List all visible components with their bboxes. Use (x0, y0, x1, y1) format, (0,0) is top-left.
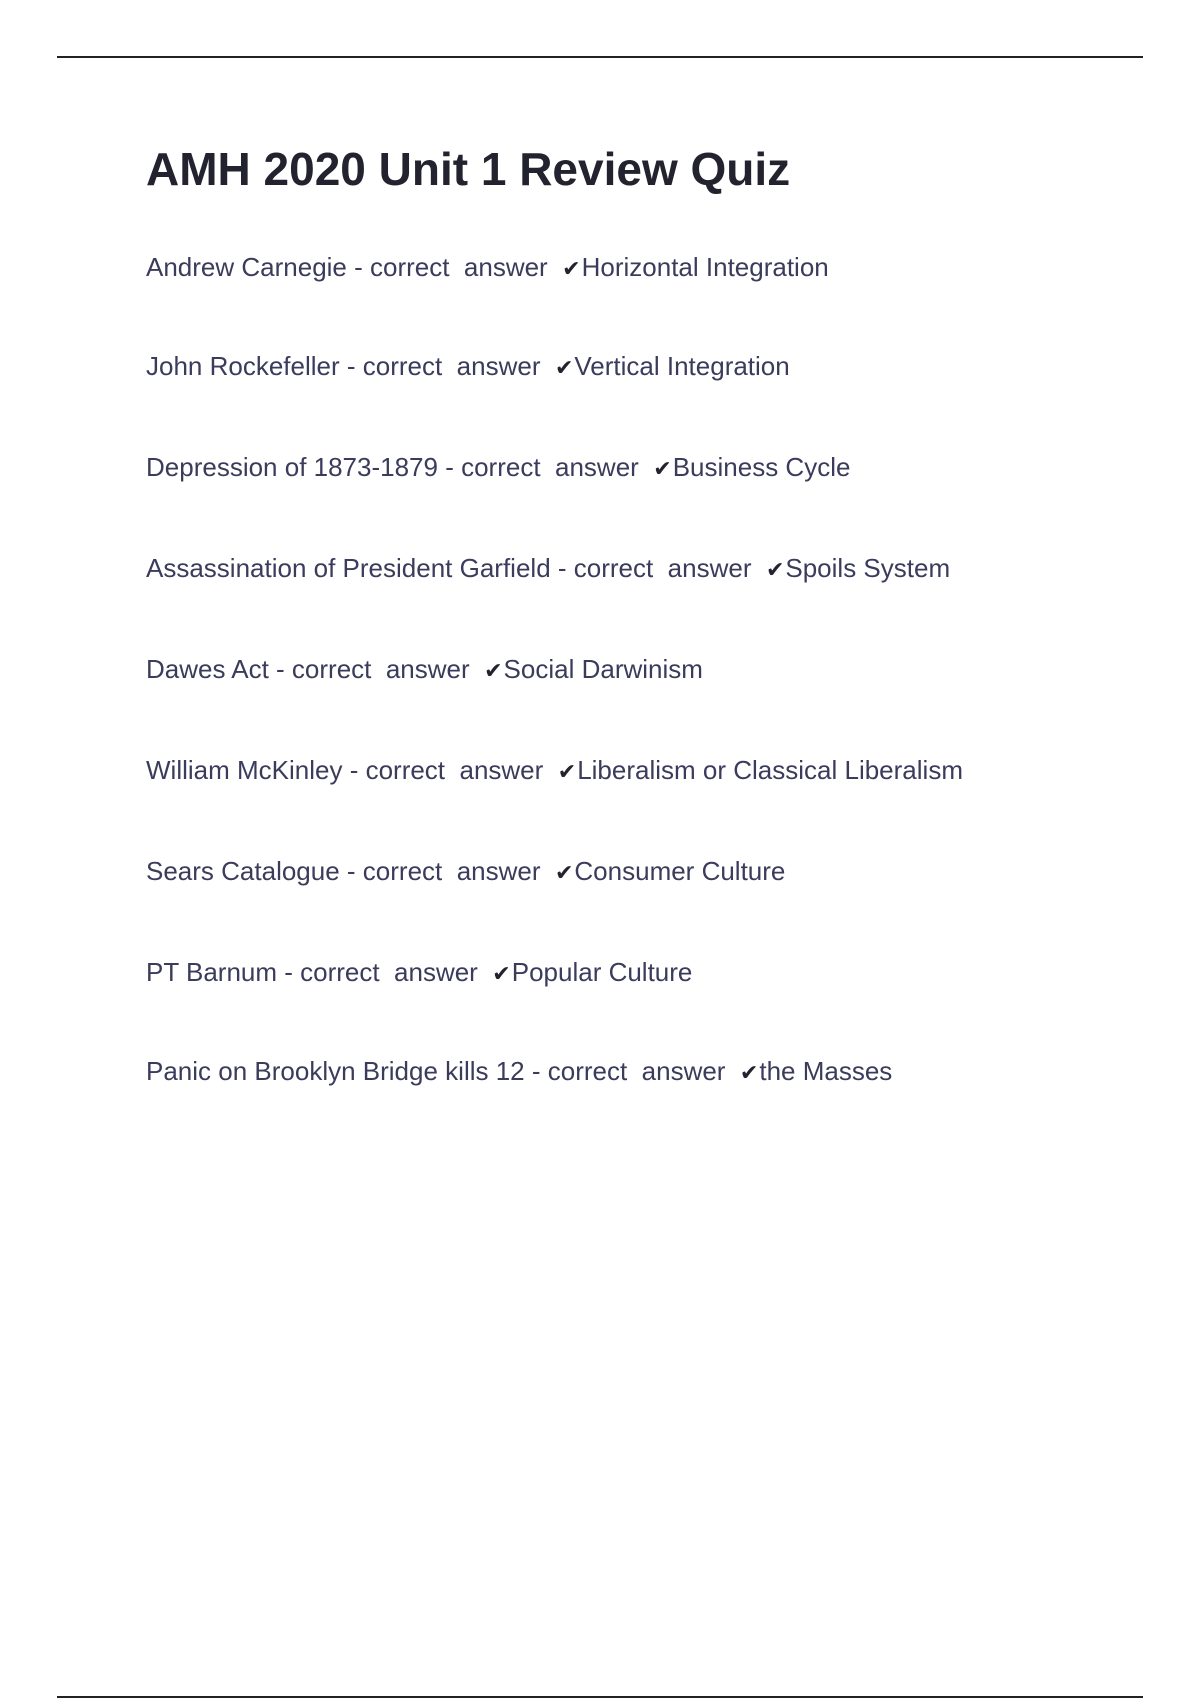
answer-separator: - correct answer (339, 351, 555, 381)
question-text: Andrew Carnegie (146, 252, 347, 282)
answer-separator: - correct answer (342, 755, 558, 785)
answer-separator: - correct answer (437, 452, 654, 482)
checkmark-icon: ✔ (765, 558, 785, 583)
question-text: Sears Catalogue (146, 856, 340, 886)
answer-text: Consumer Culture (574, 856, 786, 886)
page-title: AMH 2020 Unit 1 Review Quiz (146, 143, 791, 195)
answer-separator: - correct answer (550, 553, 766, 583)
checkmark-icon: ✔ (492, 962, 511, 987)
answer-text: Popular Culture (511, 957, 693, 987)
checkmark-icon: ✔ (554, 861, 574, 886)
qa-item (146, 254, 829, 281)
qa-item (146, 454, 850, 481)
question-text: PT Barnum (146, 957, 278, 987)
checkmark-icon: ✔ (562, 257, 581, 282)
qa-item (146, 858, 785, 885)
bottom-rule (57, 1696, 1143, 1698)
answer-text: Horizontal Integration (581, 252, 829, 282)
qa-item (146, 1058, 892, 1085)
question-text: Panic on Brooklyn Bridge kills 12 (146, 1056, 525, 1086)
checkmark-icon: ✔ (557, 760, 577, 785)
question-text: Assassination of President Garfield (146, 553, 551, 583)
question-text: William McKinley (146, 755, 343, 785)
qa-item (146, 656, 703, 683)
answer-separator: - correct answer (277, 957, 493, 987)
answer-text: Spoils System (785, 553, 951, 583)
checkmark-icon: ✔ (653, 457, 672, 482)
qa-item (146, 757, 963, 784)
top-rule (57, 56, 1143, 58)
answer-text: Social Darwinism (503, 654, 703, 684)
answer-separator: - correct answer (346, 252, 563, 282)
answer-text: Liberalism or Classical Liberalism (577, 755, 963, 785)
qa-item (146, 959, 692, 986)
checkmark-icon: ✔ (484, 659, 503, 684)
qa-item (146, 353, 790, 380)
checkmark-icon: ✔ (739, 1061, 759, 1086)
qa-item (146, 555, 950, 582)
question-text: Depression of 1873-1879 (146, 452, 438, 482)
question-text: Dawes Act (146, 654, 269, 684)
answer-text: the Masses (759, 1056, 893, 1086)
answer-separator: - correct answer (268, 654, 485, 684)
question-text: John Rockefeller (146, 351, 340, 381)
checkmark-icon: ✔ (554, 356, 574, 381)
answer-text: Vertical Integration (574, 351, 790, 381)
answer-separator: - correct answer (339, 856, 555, 886)
answer-separator: - correct answer (524, 1056, 740, 1086)
answer-text: Business Cycle (672, 452, 851, 482)
